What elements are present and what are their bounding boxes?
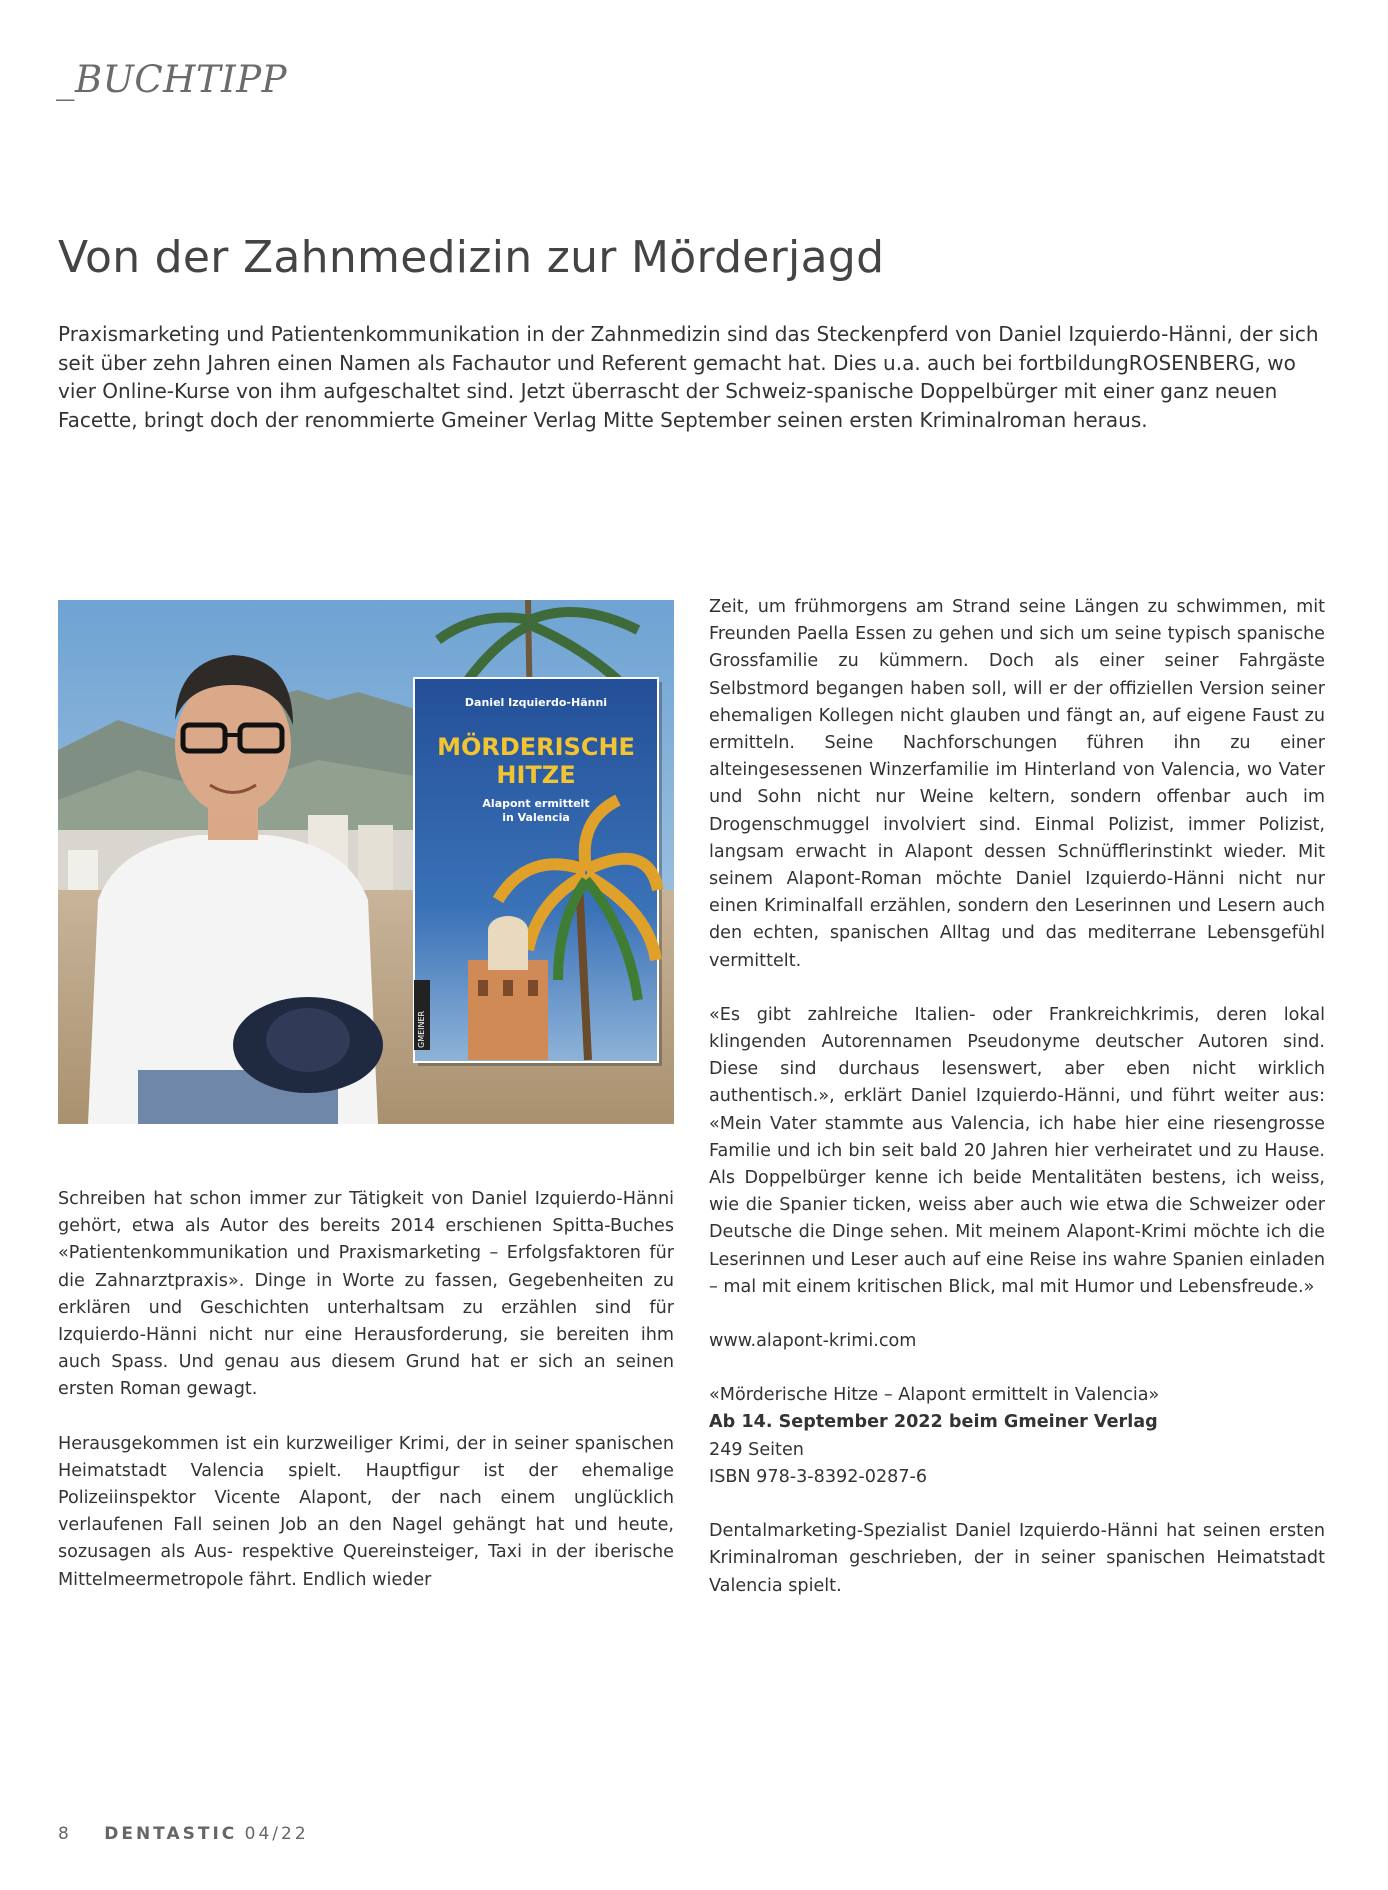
section-label: _BUCHTIPP bbox=[56, 58, 288, 101]
body-paragraph: Zeit, um frühmorgens am Strand seine Längen zu schwimmen, mit Freunden Paella Essen zu gehen und sich um seine typisch spanische Grossfamilie zu kümmern. Doch als einer seiner Fahrgäste Selbstmord begangen haben soll, will er der offiziellen Version seiner ehemaligen Kollegen nicht glauben und fängt an, auf eigene Faust zu ermitteln. Seine Nachforschungen führen ihn zu einer alteingesessenen Winzerfamilie im Hinterland von Valencia, wo Vater und Sohn nicht nur Weine keltern, sondern offenbar auch im Drogenschmuggel involviert sind. Einmal Polizist, immer Polizist, langsam erwacht in Alapont dessen Schnüfflerinstinkt wieder. Mit seinem Alapont-Roman möchte Daniel Izquierdo-Hänni nicht nur einen Kriminalfall erzählen, sondern den Leserinnen und Lesern auch den echten, spanischen Alltag und das mediterrane Lebensgefühl vermittelt. bbox=[709, 597, 1325, 971]
quote-paragraph: «Es gibt zahlreiche Italien- oder Frankreichkrimis, deren lokal klingenden Autorennamen Pseudonyme deutscher Autoren sind. Diese sind durchaus lesenswert, aber eben nicht wirklich authentisch.», erklärt Daniel Izquierdo-Hänni, und führt weiter aus: «Mein Vater stammte aus Valencia, ich habe hier eine riesengrosse Familie und ich bin seit bald 20 Jahren hier verheiratet und zu Hause. Als Doppelbürger kenne ich beide Mentalitäten bestens, ich weiss, wie die Spanier ticken, weiss aber auch wie etwa die Schweizer oder Deutsche die Dinge sehen. Mit meinem Alapont-Krimi möchte ich die Leserinnen und Leser auch auf eine Reise ins wahre Spanien einladen – mal mit einem kritischen Blick, mal mit Humor und Lebensfreude.» bbox=[709, 1004, 1325, 1297]
cover-author: Daniel Izquierdo-Hänni bbox=[464, 696, 608, 709]
body-paragraph: Schreiben hat schon immer zur Tätigkeit von Daniel Izquierdo-Hänni gehört, etwa als Autor des bereits 2014 erschienen Spitta-Buches «Patientenkommunikation und Praxismarketing – Erfolgsfaktoren für die Zahnarztpraxis». Dinge in Worte zu fassen, Gegebenheiten zu erklären und Geschichten unterhaltsam zu erzählen sind für Izquierdo-Hänni nicht nur eine Herausforderung, sie bereiten ihm auch Spass. Und genau aus diesem Grund hat er sich an seinen ersten Roman gewagt. bbox=[58, 1189, 674, 1400]
cover-publisher: GMEINER bbox=[417, 1010, 426, 1048]
magazine-name: DENTASTIC bbox=[104, 1824, 238, 1844]
page-number: 8 bbox=[58, 1824, 71, 1844]
book-info bbox=[709, 1382, 1325, 1491]
cover-title-line2: HITZE bbox=[496, 761, 576, 789]
left-column bbox=[58, 1186, 674, 1621]
book-title: «Mörderische Hitze – Alapont ermittelt in Valencia» bbox=[709, 1385, 1160, 1406]
website-link[interactable]: www.alapont-krimi.com bbox=[709, 1331, 917, 1352]
cover-subtitle-line1: Alapont ermittelt bbox=[482, 797, 590, 810]
cover-title-line1: MÖRDERISCHE bbox=[437, 733, 635, 761]
issue-number: 04/22 bbox=[244, 1824, 309, 1844]
right-column bbox=[709, 594, 1325, 1627]
body-paragraph: Herausgekommen ist ein kurzweiliger Krimi, der in seiner spanischen Heimatstadt Valencia spielt. Hauptfigur ist der ehemalige Polizeiinspektor Vicente Alapont, der nach einem unglücklich verlaufenen Fall seinen Job an den Nagel gehängt hat und heute, sozusagen als Aus- respektive Quereinsteiger, Taxi in der iberische Mittelmeermetropole fährt. Endlich wieder bbox=[58, 1433, 674, 1590]
author-photo bbox=[58, 600, 674, 1124]
book-isbn: ISBN 978-3-8392-0287-6 bbox=[709, 1466, 928, 1487]
book-pages: 249 Seiten bbox=[709, 1439, 804, 1460]
photo-caption: Dentalmarketing-Spezialist Daniel Izquierdo-Hänni hat seinen ersten Kriminalroman geschrieben, der in seiner spanischen Heimatstadt Valencia spielt. bbox=[709, 1521, 1325, 1596]
page-footer bbox=[58, 1824, 309, 1844]
article-title: Von der Zahnmedizin zur Mörderjagd bbox=[58, 232, 885, 283]
article-lead: Praxismarketing und Patientenkommunikation in der Zahnmedizin sind das Steckenpferd von Daniel Izquierdo-Hänni, der sich seit über zehn Jahren einen Namen als Fachautor und Referent gemacht hat. Dies u.a. auch bei fortbildungROSENBERG, wo vier Online-Kurse von ihm aufgeschaltet sind. Jetzt überrascht der Schweiz-spanische Doppelbürger mit einer ganz neuen Facette, bringt doch der renommierte Gmeiner Verlag Mitte September seinen ersten Kriminalroman heraus. bbox=[58, 322, 1319, 432]
book-availability: Ab 14. September 2022 beim Gmeiner Verlag bbox=[709, 1412, 1158, 1433]
cover-subtitle-line2: in Valencia bbox=[502, 811, 570, 824]
